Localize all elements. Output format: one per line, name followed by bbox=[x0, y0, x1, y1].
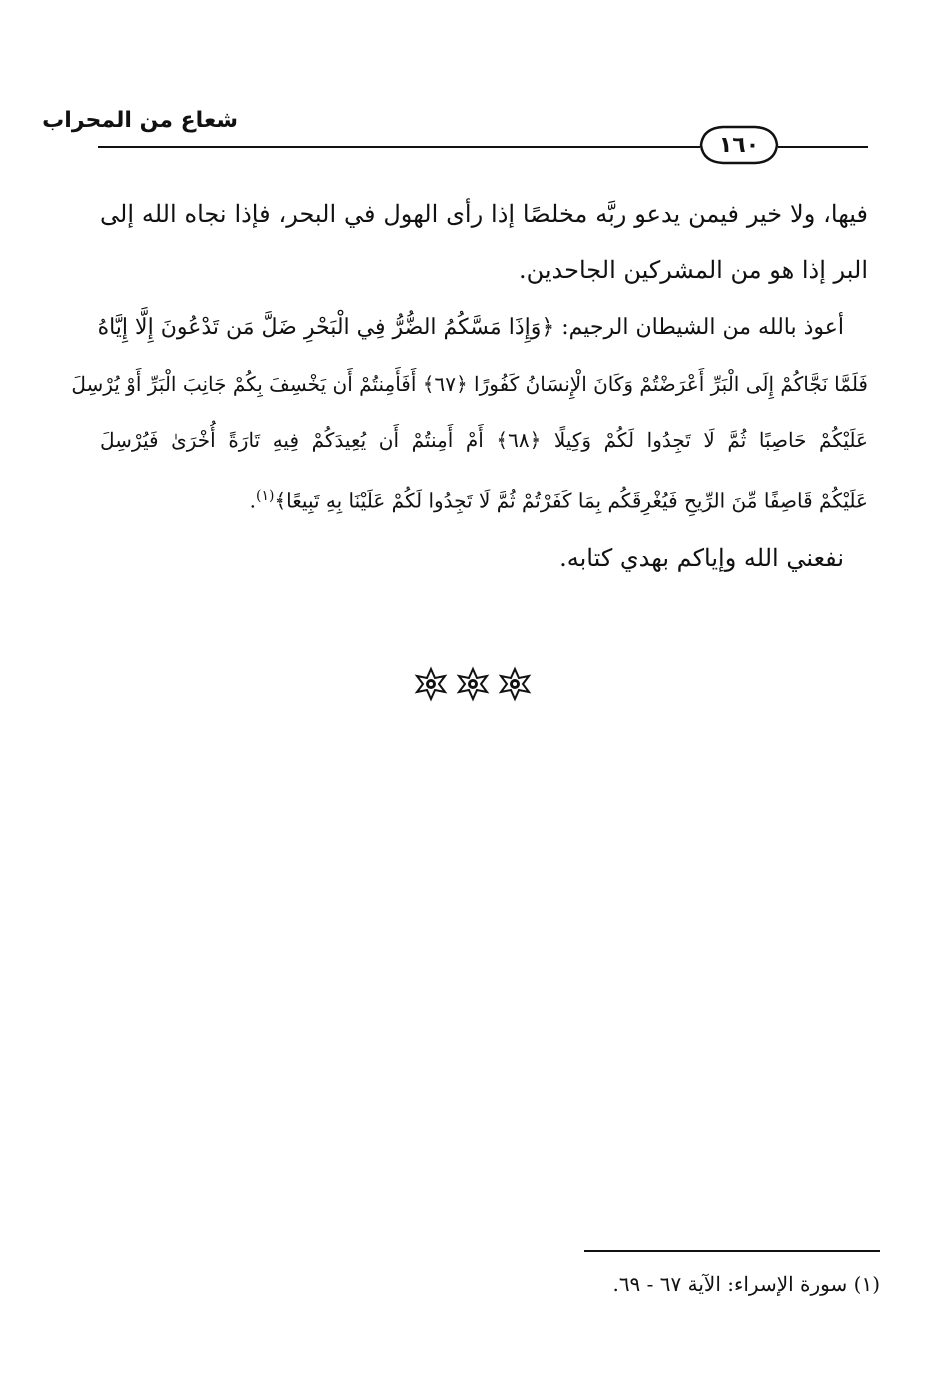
para1-line2: البر إذا هو من المشركين الجاحدين. bbox=[518, 256, 868, 284]
flower-star-icon bbox=[417, 669, 445, 699]
para3: نفعني الله وإياكم بهدي كتابه. bbox=[559, 544, 844, 572]
footnote: (١) سورة الإسراء: الآية ٦٧ - ٦٩. bbox=[612, 1272, 880, 1296]
flower-star-icon bbox=[501, 669, 529, 699]
footnote-rule bbox=[584, 1250, 880, 1252]
header-rule bbox=[98, 146, 700, 148]
para2-line4 bbox=[250, 476, 868, 521]
running-head-title: شعاع من المحراب bbox=[42, 108, 238, 133]
para2-line3: عَلَيْكُمْ حَاصِبًا ثُمَّ لَا تَجِدُوا لَكُمْ وَكِيلًا ﴿٦٨﴾ أَمْ أَمِنتُمْ أَن يُعِيدَكُمْ فِيهِ تَارَةً أُخْرَىٰ فَيُرْسِلَ bbox=[100, 428, 868, 452]
footnote-marker: (١) bbox=[255, 488, 275, 504]
quran-verse-end: عَلَيْكُمْ قَاصِفًا مِّنَ الرِّيحِ فَيُغْرِقَكُم بِمَا كَفَرْتُمْ ثُمَّ لَا تَجِدُوا لَكُمْ عَلَيْنَا بِهِ تَبِيعًا﴾ bbox=[274, 488, 868, 513]
page-number: ١٦٠ bbox=[718, 133, 760, 158]
para1-line1: فيها، ولا خير فيمن يدعو ربَّه مخلصًا إذا رأى الهول في البحر، فإذا نجاه الله إلى bbox=[100, 200, 868, 228]
sentence-end: . bbox=[249, 488, 256, 513]
header-rule-right bbox=[778, 146, 868, 148]
flower-star-icon bbox=[459, 669, 487, 699]
para2-line1: أعوذ بالله من الشيطان الرجيم: ﴿وَإِذَا مَسَّكُمُ الضُّرُّ فِي الْبَحْرِ ضَلَّ مَن تَدْعُونَ إِلَّا إِيَّاهُ bbox=[97, 315, 844, 340]
section-ornament bbox=[410, 664, 536, 704]
para2-line2: فَلَمَّا نَجَّاكُمْ إِلَى الْبَرِّ أَعْرَضْتُمْ وَكَانَ الْإِنسَانُ كَفُورًا ﴿٦٧﴾ أَفَأَمِنتُمْ أَن يَخْسِفَ بِكُمْ جَانِبَ الْبَرِّ أَوْ يُرْسِلَ bbox=[71, 372, 868, 396]
